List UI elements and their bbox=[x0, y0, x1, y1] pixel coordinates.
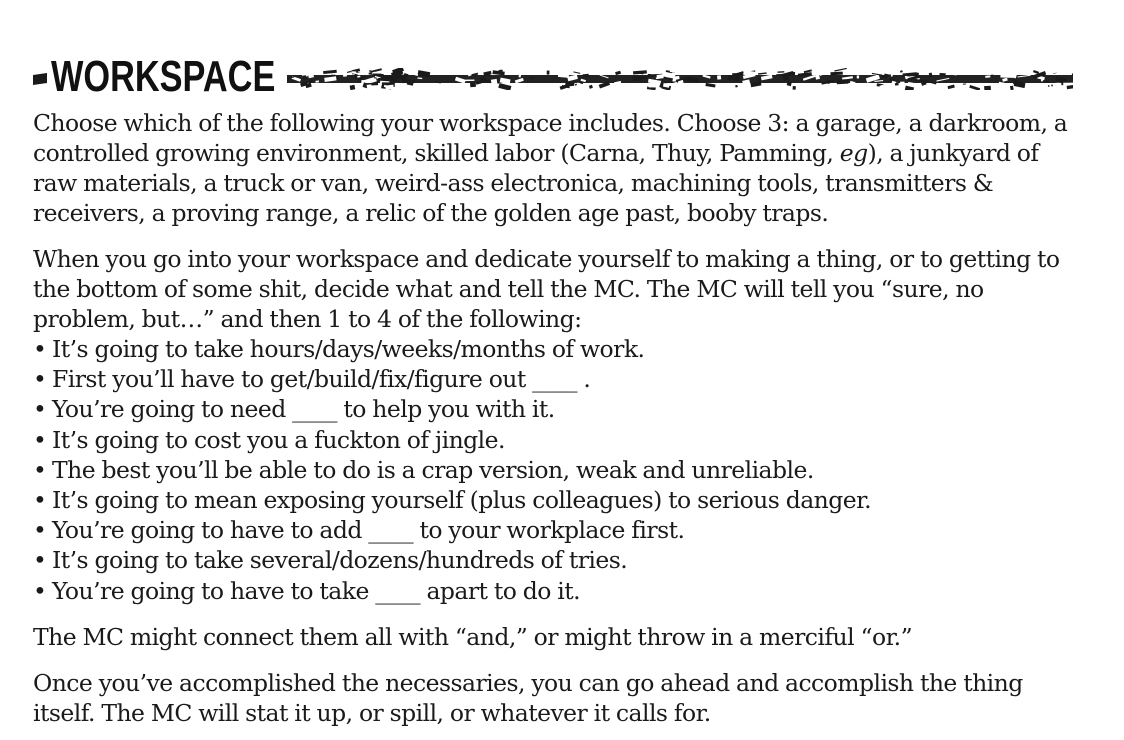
grunge-speck bbox=[396, 73, 400, 76]
list-item-text: The best you’ll be able to do is a crap version, weak and unreliable. bbox=[52, 455, 814, 484]
grunge-speck bbox=[499, 70, 503, 72]
grunge-speck bbox=[705, 83, 715, 88]
grunge-speck bbox=[480, 77, 486, 81]
list-item-text: You’re going to need ____ to help you with it. bbox=[52, 395, 555, 424]
list-item bbox=[33, 485, 1083, 515]
grunge-speck bbox=[470, 82, 476, 87]
grunge-speck bbox=[963, 83, 966, 84]
grunge-speck bbox=[984, 86, 991, 90]
list-item bbox=[33, 364, 1083, 394]
grunge-speck bbox=[1025, 83, 1036, 86]
grunge-speck bbox=[370, 68, 382, 73]
grunge-speck bbox=[758, 72, 767, 74]
bullet: • bbox=[33, 395, 47, 424]
list-item-text: It’s going to mean exposing yourself (plus colleagues) to serious danger. bbox=[52, 486, 872, 515]
grunge-speck bbox=[350, 85, 356, 90]
grunge-speck bbox=[969, 85, 980, 90]
grunge-speck bbox=[717, 75, 721, 79]
heading-marker bbox=[33, 73, 47, 85]
bullet: • bbox=[33, 425, 47, 454]
grunge-speck bbox=[1000, 73, 1013, 77]
grunge-rule bbox=[287, 68, 1083, 90]
grunge-speck bbox=[890, 78, 895, 81]
bullet: • bbox=[33, 365, 47, 394]
grunge-speck bbox=[576, 83, 584, 89]
grunge-speck bbox=[905, 86, 914, 90]
grunge-speck bbox=[648, 74, 653, 77]
closing-paragraph: Once you’ve accomplished the necessaries, you can go ahead and accomplish the thing itself. The MC will stat it up, or spill, or whatever it calls for. bbox=[33, 668, 1023, 727]
grunge-speck bbox=[995, 70, 1002, 74]
list-item bbox=[33, 545, 1083, 575]
bullet: • bbox=[33, 486, 47, 515]
bullet: • bbox=[33, 546, 47, 575]
grunge-speck bbox=[732, 73, 744, 75]
grunge-speck bbox=[948, 85, 955, 90]
grunge-speck bbox=[615, 71, 621, 75]
grunge-speck bbox=[991, 75, 993, 77]
bullet: • bbox=[33, 576, 47, 605]
grunge-speck bbox=[554, 69, 564, 73]
grunge-speck bbox=[857, 75, 859, 78]
list-item bbox=[33, 515, 1083, 545]
grunge-speck bbox=[347, 71, 351, 73]
grunge-speck bbox=[367, 86, 380, 90]
workspace-section bbox=[33, 52, 1083, 728]
grunge-speck bbox=[573, 71, 580, 74]
procedure-paragraph: When you go into your workspace and dedicate yourself to making a thing, or to getting to the bottom of some shit, decide what and tell the MC. The MC will tell you “sure, no problem, but…” and then 1 to 4 of the following: bbox=[33, 245, 1060, 333]
list-item-text: It’s going to take hours/days/weeks/months of work. bbox=[52, 335, 645, 363]
list-item-text: It’s going to cost you a fuckton of jingle. bbox=[52, 425, 505, 454]
grunge-rule-graphic bbox=[287, 68, 1073, 90]
grunge-speck bbox=[900, 70, 903, 73]
grunge-speck bbox=[691, 85, 705, 86]
grunge-speck bbox=[491, 79, 497, 85]
grunge-speck bbox=[589, 85, 593, 89]
grunge-speck bbox=[487, 71, 490, 75]
grunge-speck bbox=[1068, 68, 1073, 73]
grunge-speck bbox=[837, 79, 846, 84]
section-title: WORKSPACE bbox=[51, 52, 276, 101]
list-item-text: You’re going to have to take ____ apart to do it. bbox=[52, 576, 581, 605]
connect-paragraph: The MC might connect them all with “and,” or might throw in a merciful “or.” bbox=[33, 622, 913, 651]
grunge-speck bbox=[758, 78, 762, 81]
grunge-speck bbox=[465, 79, 474, 81]
intro-paragraph bbox=[33, 108, 1083, 228]
list-item bbox=[33, 576, 1083, 606]
grunge-speck bbox=[850, 84, 859, 88]
grunge-speck bbox=[633, 76, 642, 81]
grunge-speck bbox=[633, 70, 647, 74]
list-item-text: It’s going to take several/dozens/hundreds of tries. bbox=[52, 546, 628, 575]
grunge-speck bbox=[302, 75, 306, 79]
grunge-speck bbox=[478, 73, 482, 75]
grunge-speck bbox=[420, 84, 429, 88]
grunge-speck bbox=[939, 73, 945, 76]
grunge-speck bbox=[1010, 86, 1014, 90]
grunge-speck bbox=[920, 72, 926, 75]
grunge-speck bbox=[930, 87, 942, 90]
grunge-speck bbox=[1046, 83, 1059, 86]
grunge-speck bbox=[834, 68, 847, 72]
grunge-speck bbox=[830, 72, 842, 76]
section-heading bbox=[33, 52, 1083, 102]
list-item bbox=[33, 425, 1083, 455]
bullet: • bbox=[33, 455, 47, 484]
grunge-speck bbox=[492, 70, 504, 75]
grunge-speck bbox=[819, 85, 824, 89]
grunge-speck bbox=[999, 84, 1002, 87]
intro-emphasis: eg bbox=[839, 139, 868, 167]
grunge-speck bbox=[882, 71, 889, 73]
list-item-text: First you’ll have to get/build/fix/figure out ____ . bbox=[52, 365, 591, 394]
list-item bbox=[33, 455, 1083, 485]
grunge-speck bbox=[793, 86, 796, 90]
grunge-speck bbox=[547, 71, 550, 75]
intro-text-end: ), a junkyard of raw materials, a truck or van, weird-ass electronica, machining tools, transmitters & receivers, a proving range, a relic of the golden age past, booby traps. bbox=[33, 139, 1039, 227]
list-item bbox=[33, 334, 1083, 364]
grunge-speck bbox=[1033, 70, 1039, 74]
grunge-speck bbox=[778, 71, 785, 73]
grunge-speck bbox=[954, 71, 957, 76]
bullet: • bbox=[33, 516, 47, 545]
grunge-speck bbox=[1043, 80, 1049, 83]
options-list bbox=[33, 334, 1083, 606]
list-item-text: You’re going to have to add ____ to your workplace first. bbox=[52, 516, 685, 545]
grunge-speck bbox=[570, 86, 577, 90]
grunge-speck bbox=[433, 85, 442, 90]
grunge-speck bbox=[900, 82, 905, 86]
grunge-speck bbox=[897, 86, 900, 90]
bullet: • bbox=[33, 335, 47, 363]
grunge-speck bbox=[358, 71, 370, 72]
grunge-speck bbox=[791, 72, 795, 76]
grunge-speck bbox=[343, 73, 347, 76]
grunge-speck bbox=[735, 85, 738, 88]
intro-text-start: Choose which of the following your workspace includes. Choose 3: a garage, a darkroom, a controlled growing environment, skilled labor (Carna, Thuy, Pamming, bbox=[33, 109, 1068, 167]
list-item bbox=[33, 394, 1083, 424]
